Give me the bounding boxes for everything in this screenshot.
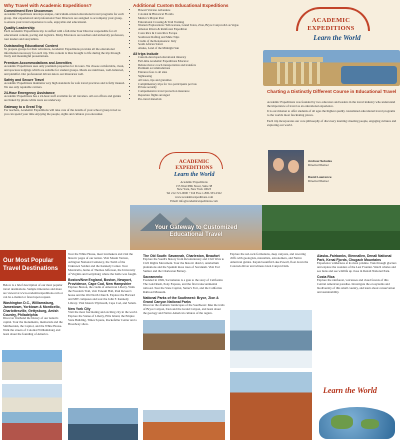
landscape-ground	[262, 231, 400, 250]
gateway-banner-photo	[130, 205, 262, 250]
text-costa-rica: Explore the rainforest, volcanoes and cloud forests of this Central American paradise. Investigate the ecosystems and biodiversity of this small country, and learn about conservation and sustainability.	[317, 278, 396, 294]
list-item: • Western Explorations: Yellowstone, Grand Teton, Zion, Bryce Canyon & Las Vegas	[138, 24, 258, 28]
logo-name-line1: ACADEMIC	[311, 17, 351, 24]
intro-text	[3, 284, 65, 338]
monument-photo	[2, 384, 62, 414]
glacier-photo	[230, 310, 312, 368]
subheading-gateway: Gateway to a Great Trip	[4, 104, 42, 109]
logo-name-line2: EXPEDITIONS	[307, 25, 355, 32]
column-why-travel	[0, 0, 128, 250]
destinations-header	[0, 250, 66, 281]
list-item: • Complimentary trips for two participants per bus	[138, 83, 258, 87]
gateway-caption-line2: Educational Travel	[169, 232, 223, 238]
intro-paragraph: Below is a brief description of our most popular travel destinations. Sample itineraries and more are viewed at www.academicexpeditions.com or can be e-mailed or faxed upon request.	[3, 283, 63, 299]
founders-photo	[268, 150, 304, 192]
list-item: • Deluxe motor coach transportation and transfers	[138, 64, 258, 68]
list-item: • Mexico's Mayan Past	[138, 17, 258, 21]
text-washington: Discover firsthand the history of our nation's capital. Tour the monuments, memorials and the Smithsonian, the Capitol, and the White House. Walk the streets of Colonial Williamsburg and learn about the founding of America.	[3, 316, 63, 336]
lake	[341, 66, 397, 84]
text-national-parks: Discover the dramatic landscapes of the Southwest: hike the trails of Bryce Canyon, Zion and the Grand Canyon, and learn about the geology and Native American cultures of the region.	[143, 303, 225, 316]
address-line: www.academicexpeditions.com	[174, 194, 214, 199]
list-item: • Southwest Rafting and Mule Trips	[138, 36, 258, 40]
subheading-quality: Quality Leadership	[4, 26, 35, 31]
contact-address	[130, 181, 258, 203]
text-parks-cont: Explore the red-rock formations, deep canyons, and towering cliffs with geologists, naturalists, astronomers, and Native American guides. Kayak beautiful Lake Powell, float down the Colorado River and witness Glen Canyon Dam.	[230, 252, 309, 268]
text-safety: Academic Expeditions maintains very high standards for safe travel practices and is fully insured. We use only reputable carriers.	[4, 81, 125, 89]
brochure-bottom-panel	[0, 250, 400, 443]
list-item: • Costa Rica & Costa Rica Escape	[138, 32, 258, 36]
address-line: Email: info@academicexpeditions.com	[170, 198, 218, 203]
list-item: • Full-time Academic Expeditions Educator	[138, 60, 258, 64]
subheading-premium: Premium Accommodations and Amenities	[4, 60, 72, 65]
address-line: 155 West 68th Street, Suite 38	[175, 183, 213, 188]
founder-name: David Lawrence	[308, 175, 332, 179]
subheading-all-trips: All trips include	[133, 51, 159, 56]
list-item: • Sightseeing	[138, 75, 258, 79]
list-item: • Entrance fees to all sites	[138, 71, 258, 75]
landscape-photo	[262, 205, 400, 250]
gateway-caption-line1: Your Gateway to Customized	[154, 225, 238, 231]
list-item: • Cradle of the Renaissance: Italy	[138, 40, 258, 44]
heading-why-travel: Why Travel with Academic Expeditions?	[4, 3, 92, 8]
text-sacramento: Founded in 1849, Sacramento is a gate to the story of California: The Gold Rush, Pony Express, and the first transcontinental railroad. Tour the State Capitol, Sutter's Fort, and the California Railroad Museum.	[143, 278, 224, 294]
heading-boston: Boston/New England, Boston, Newport, Providence, Cape Cod, New Hampshire	[68, 277, 132, 286]
text-emergency: Academic Expeditions has a 24-hour staff available for all travelers. All our offices and guides are linked by phone while tours are underway.	[4, 94, 121, 103]
list-item: • Alaska, Land of the Midnight Sun	[138, 47, 258, 51]
list-item: • Colonial & Historical Florida	[138, 13, 258, 17]
heading-additional: Additional Custom Educational Expeditions	[133, 3, 229, 8]
list-item: • All taxes, tips and gratuities	[138, 79, 258, 83]
heading-sacramento: Sacramento	[143, 275, 163, 280]
heading-old-south: The Old South: Savannah, Charleston, Beaufort	[143, 254, 220, 258]
plantation-photo	[143, 320, 225, 350]
logo-tagline: Learn the World	[174, 172, 215, 178]
founder-role: Director/Owner	[308, 162, 329, 167]
list-item: • Custom-developed educational itinerary	[138, 56, 258, 60]
about-paragraph: Academic Expeditions was founded by two educators and leaders in the travel industry who understand the importance of travel as an educational experience.	[267, 100, 396, 108]
logo-tagline: Learn the World	[313, 34, 361, 42]
skyline-photo	[68, 408, 138, 440]
text-new-york: Visit the most fascinating and exciting city in the world. Explore the Statue of Liberty, Ellis Island, the Empire State Building, Times Square, Rockefeller Center and a Broadway show.	[68, 309, 138, 326]
heading-washington: Washington D.C., Williamsburg, Jamestown, Yorktown & Monticello, Charlottesville, Gettysburg, Amish Country, Philadelphia	[3, 301, 61, 318]
list-item: • Private security	[138, 86, 258, 90]
list-all-trips-include	[133, 56, 258, 102]
list-item: • Premium accommodations	[138, 67, 258, 71]
capitol-photo	[2, 350, 62, 380]
colonial-photo	[2, 412, 62, 440]
temple-lake-photo	[263, 50, 400, 86]
text-commitment: Academic Expeditions develops unique, curriculum-related educational travel programs for each group. Our experienced and professional Tour Directors are assigned to accompany your group, to ensure your travel experience is safe, enjoyable and educational.	[4, 12, 124, 25]
founder-caption	[308, 160, 396, 168]
founder-face	[273, 158, 284, 171]
text-quality: Each Academic Expeditions trip is staffed with a full-time Tour Director responsible for all educational content, pacing and logistics. Many Educators are teachers and university professors, tour leaders and storytellers.	[4, 29, 125, 42]
text-washington-cont: Tour the White House, meet lawmakers and visit the historic pages of our nation. Visit Mount Vernon, Arlington National Cemetery, the Tomb of the Unknown Soldier and the Kennedy Center. Tour Monticello, home of Thomas Jefferson, the University of Virginia and Gettysburg where the battle was fought.	[68, 252, 137, 276]
address-line: Tel 212-721-0000 • Toll Free 1-800-333-2322	[166, 191, 222, 196]
founder-face	[288, 160, 299, 173]
text-alaska: Experience wilderness at its most pristine. Trek through glaciers and explore the wonders of the Last Frontier. Watch whales and sea lions and see wildlife up close in Denali National Park.	[317, 261, 397, 273]
subheading-outstanding: Outstanding Educational Content	[4, 43, 58, 48]
logo-academic-expeditions	[262, 3, 400, 45]
logo-name-line1: ACADEMIC	[178, 159, 210, 165]
canyon-photo	[143, 410, 225, 440]
heading-charting-course: Charting a Distinctly Different Course in Educational Travel	[267, 89, 397, 94]
subheading-safety: Safety and Secure Travel	[4, 78, 45, 83]
header-line1: Our Most Popular	[3, 258, 54, 264]
subheading-emergency: 24-Hour Emergency Assistance	[4, 91, 55, 96]
temple-columns	[277, 62, 280, 84]
text-outstanding: To prepare groups for their adventure, Academic Expeditions provides all the educational information necessary for each trip. This content is thus brought to life during the trip through lively and meaningful presentations.	[4, 46, 121, 59]
heading-costa-rica: Costa Rica	[317, 275, 335, 280]
list-item: • Hawaii Volcano Adventure	[138, 9, 258, 13]
text-boston: Explore Boston, the cradle of American Liberty. Walk the Freedom Trail, visit Faneuil Hall, Paul Revere's house and the Old North Church. Explore the Harvard and MIT campuses and tour the John F. Kennedy Library. Visit historic Plymouth, Cape Cod, and Salem.	[68, 284, 137, 305]
text-gateway: For teachers, Academic Expeditions will take care of the details of your school group travel so you can spend your time enjoying the people, sights and cultures you encounter.	[4, 107, 121, 116]
logo-name-line2: EXPEDITIONS	[175, 165, 213, 171]
list-item: • South African Safari	[138, 43, 258, 47]
subheading-commitment: Commitment Ever Uncommon	[4, 9, 53, 14]
globe-land	[361, 419, 379, 429]
destinations-intro	[0, 250, 66, 443]
list-item: • Pre-travel materials	[138, 98, 258, 102]
red-rock-photo	[230, 372, 312, 440]
list-item: • Departure flights arranged	[138, 94, 258, 98]
founder-caption	[308, 176, 396, 184]
list-additional-trips	[133, 9, 258, 51]
heading-alaska: Alaska–Fairbanks, Glennallen, Denali National Park, Kenai Fjords, Chugach Mountains	[317, 254, 392, 262]
founder-role: Director/Owner	[308, 178, 329, 183]
logo-academic-expeditions-small	[130, 150, 258, 180]
list-item: • Comprehensive travel protection insurance	[138, 90, 258, 94]
globe-graphic	[319, 407, 395, 439]
address-line: New York, New York 10023	[176, 187, 212, 192]
list-item: • Educational Crossing & Trail Training	[138, 21, 258, 25]
list-item: • Amazon Rivers & Rainforest Expedition	[138, 28, 258, 32]
heading-new-york: New York City	[68, 306, 91, 311]
about-paragraph: It is our mission to offer students of all ages the highest quality customized educational travel programs to the worlds most fascinating places.	[267, 109, 396, 118]
text-premium: Academic Expeditions uses only premium properties for its tours. We choose comfortable, clean, and spacious lodgings which are suitable for student groups. Meals are nutritious, well-balanced, and plentiful. Our professional drivers know our itineraries well.	[4, 63, 125, 76]
address-line: Academic Expeditions	[180, 180, 208, 184]
about-paragraph: Each trip incorporates our core philosophy of discovery learning: meeting people, engaging cultures and exploring our world.	[267, 118, 397, 127]
text-old-south: Explore the South's history from Revolutionary and Civil Wars to Civil Rights Movement. Tour the historic district, antebellum plantations and the Spanish moss trees of Savannah. Visit Fort Sumter and the Charleston Battery.	[143, 257, 225, 273]
heading-national-parks: National Parks of the Southwest: Bryce, Zion & Grand Canyon National Parks	[143, 296, 219, 305]
globe-land	[331, 415, 353, 429]
learn-the-world-tagline: Learn the World	[323, 386, 377, 395]
founder-name: Andrew Sebulas	[308, 159, 333, 163]
header-line2: Travel Destinations	[3, 266, 59, 272]
about-text	[267, 101, 397, 129]
